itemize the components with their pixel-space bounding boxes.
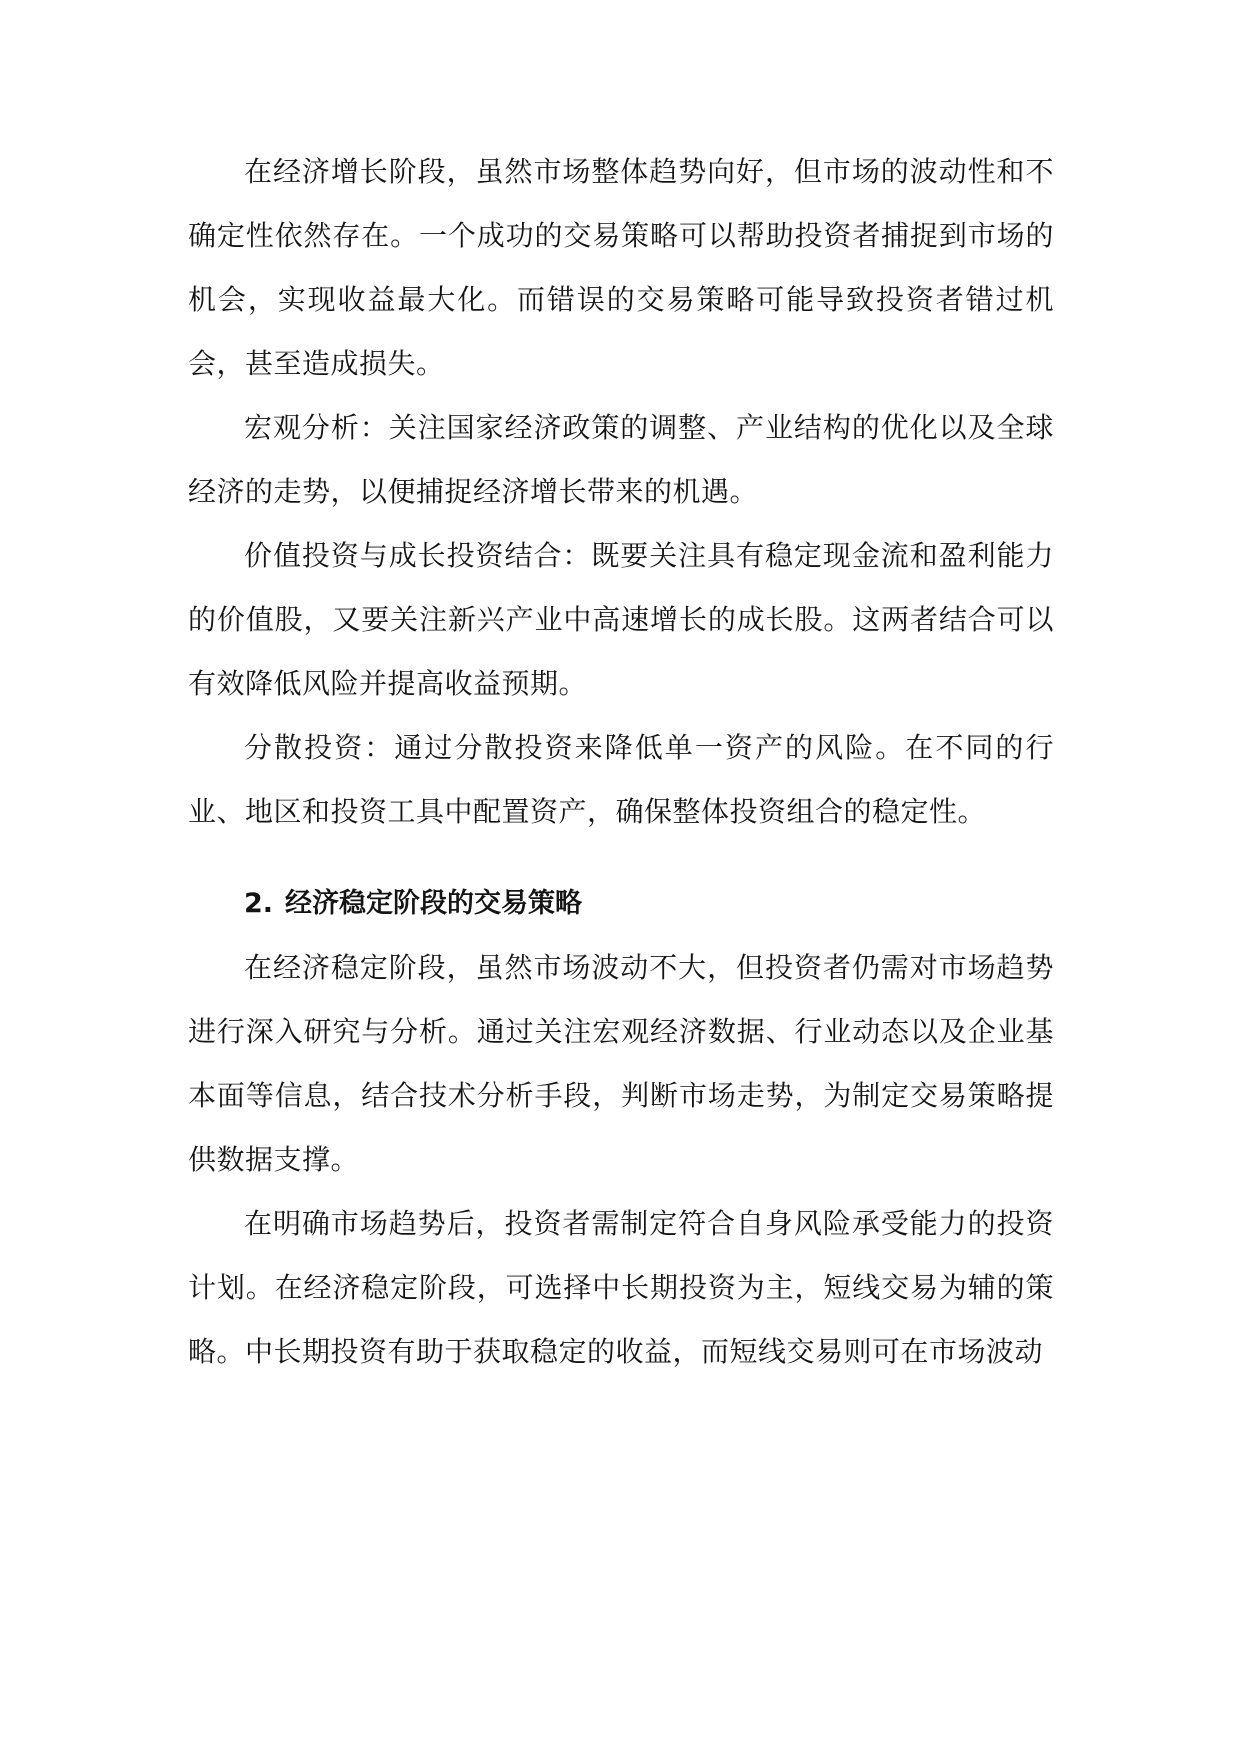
- paragraph-growth-intro: 在经济增长阶段，虽然市场整体趋势向好，但市场的波动性和不确定性依然存在。一个成功的交易策略可以帮助投资者捕捉到市场的机会，实现收益最大化。而错误的交易策略可能导致投资者错过机会，甚至造成损失。: [188, 155, 1054, 380]
- paragraph-diversification: 分散投资：通过分散投资来降低单一资产的风险。在不同的行业、地区和投资工具中配置资产，确保整体投资组合的稳定性。: [188, 731, 1054, 828]
- section-heading: [188, 872, 1054, 936]
- paragraph-macro-analysis: 宏观分析：关注国家经济政策的调整、产业结构的优化以及全球经济的走势，以便捕捉经济增长带来的机遇。: [188, 411, 1054, 508]
- paragraph-stable-plan: 在明确市场趋势后，投资者需制定符合自身风险承受能力的投资计划。在经济稳定阶段，可选择中长期投资为主，短线交易为辅的策略。中长期投资有助于获取稳定的收益，而短线交易则可在市场波动: [188, 1207, 1054, 1368]
- paragraph-value-growth: 价值投资与成长投资结合：既要关注具有稳定现金流和盈利能力的价值股，又要关注新兴产业中高速增长的成长股。这两者结合可以有效降低风险并提高收益预期。: [188, 539, 1054, 700]
- section-number: 2.: [244, 888, 274, 919]
- paragraph-stable-analysis: 在经济稳定阶段，虽然市场波动不大，但投资者仍需对市场趋势进行深入研究与分析。通过关注宏观经济数据、行业动态以及企业基本面等信息，结合技术分析手段，判断市场走势，为制定交易策略提供数据支撑。: [188, 951, 1054, 1176]
- document-page: [188, 140, 1054, 1384]
- section-title: 经济稳定阶段的交易策略: [285, 888, 583, 919]
